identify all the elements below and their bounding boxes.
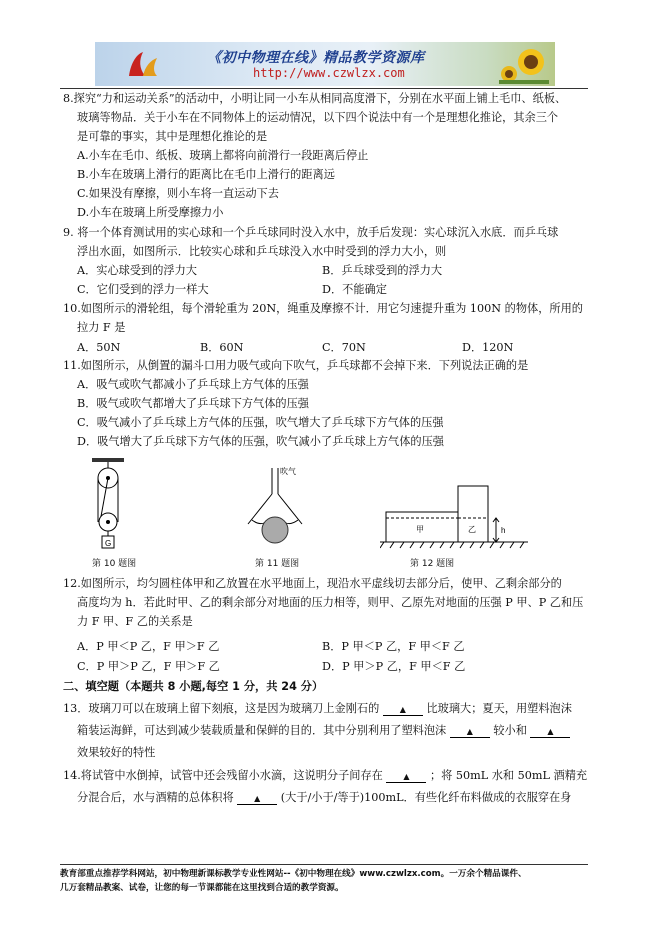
footer-line1: 教育部重点推荐学科网站，初中物理新课标教学专业性网站--《初中物理在线》www.czwlzx.com。一万余个精品课件、 — [60, 869, 527, 879]
q10-stem-line1: 10.如图所示的滑轮组，每个滑轮重为 20N，绳重及摩擦不计．用它匀速提升重为 100N 的物体，所用的 — [63, 302, 583, 315]
q8-option-c: C.如果没有摩擦，则小车将一直运动下去 — [77, 187, 279, 200]
q8-stem-line3: 是可靠的事实，其中是理想化推论的是 — [77, 130, 268, 143]
q12-option-c: C．P 甲＞P 乙，F 甲＞F 乙 — [77, 660, 220, 673]
q14-blank-1[interactable]: ▲ — [386, 772, 426, 783]
footer-rule — [60, 864, 588, 865]
q13-text-b: 比玻璃大；夏天，用塑料泡沫 — [426, 702, 572, 715]
q12-option-d: D．P 甲＞P 乙，F 甲＜F 乙 — [322, 660, 466, 673]
q14-text-a: 14.将试管中水倒掉，试管中还会残留小水滴，这说明分子间存在 — [63, 769, 383, 782]
fig12-cylinders-diagram — [380, 484, 540, 550]
fig12-label-h: h — [501, 526, 506, 535]
banner-url[interactable]: http://www.czwlzx.com — [253, 66, 405, 80]
fig12-label-yi: 乙 — [468, 525, 476, 534]
q11-option-b: B．吸气或吹气都增大了乒乓球下方气体的压强 — [77, 397, 309, 410]
q10-option-b: B．60N — [200, 341, 244, 354]
q13-blank-3[interactable]: ▲ — [530, 727, 570, 738]
q8-stem-line1: 8.探究“力和运动关系”的活动中，小明让同一小车从相同高度滑下，分别在水平面上铺上毛巾、纸板、 — [63, 92, 567, 105]
q14-text-d: (大于/小于/等于)100mL．有些化纤布料做成的衣服穿在身 — [280, 791, 572, 804]
banner-title: 《初中物理在线》精品教学资源库 — [207, 50, 425, 66]
q11-option-d: D．吸气增大了乒乓球下方气体的压强，吹气减小了乒乓球上方气体的压强 — [77, 435, 444, 448]
q13-line2 — [77, 722, 570, 740]
q9-stem-line2: 浮出水面，如图所示．比较实心球和乒乓球没入水中时受到的浮力大小，则 — [77, 245, 447, 258]
fig10-pulley-diagram — [88, 456, 128, 552]
q12-stem-line1: 12.如图所示，均匀圆柱体甲和乙放置在水平地面上，现沿水平虚线切去部分后，使甲、乙剩余部分的 — [63, 577, 562, 590]
fig10-weight-label: G — [105, 539, 112, 548]
q8-stem-line2: 玻璃等物品．关于小车在不同物体上的运动情况，以下四个说法中有一个是理想化推论，其余三个 — [77, 111, 559, 124]
q13-text-c: 箱装运海鲜，可达到减少装载质量和保鲜的目的．其中分别利用了塑料泡沫 — [77, 724, 447, 737]
q9-option-c: C．它们受到的浮力一样大 — [77, 283, 209, 296]
q14-text-c: 分混合后，水与酒精的总体积将 — [77, 791, 234, 804]
q9-stem-line1: 9. 将一个体育测试用的实心球和一个乒乓球同时没入水中，放手后发现：实心球沉入水底．而乒乓球 — [63, 226, 559, 239]
q14-text-b: ；将 50mL 水和 50mL 酒精充 — [429, 769, 588, 782]
q8-option-b: B.小车在玻璃上滑行的距离比在毛巾上滑行的距离远 — [77, 168, 335, 181]
fig11-blow-label: 吹气 — [280, 467, 296, 476]
q13-text-a: 13．玻璃刀可以在玻璃上留下刻痕，这是因为玻璃刀上金刚石的 — [63, 702, 380, 715]
q10-option-c: C．70N — [322, 341, 366, 354]
header-rule — [60, 88, 588, 89]
q13-line3: 效果较好的特性 — [77, 746, 156, 759]
q10-stem-line2: 拉力 F 是 — [77, 321, 126, 334]
q10-option-d: D．120N — [462, 341, 514, 354]
fig10-caption: 第 10 题图 — [92, 559, 137, 569]
q9-option-d: D．不能确定 — [322, 283, 387, 296]
q13-line1 — [63, 700, 572, 718]
q8-option-d: D.小车在玻璃上所受摩擦力小 — [77, 206, 224, 219]
fig11-funnel-diagram — [240, 462, 320, 552]
header-banner — [95, 42, 555, 86]
q9-option-a: A．实心球受到的浮力大 — [77, 264, 197, 277]
fig11-caption: 第 11 题图 — [255, 559, 300, 569]
section-fill-in-title: 二、填空题（本题共 8 小题,每空 1 分，共 24 分） — [63, 680, 324, 693]
q12-option-b: B．P 甲＜P 乙，F 甲＜F 乙 — [322, 640, 465, 653]
q12-option-a: A．P 甲＜P 乙，F 甲＞F 乙 — [77, 640, 220, 653]
q10-option-a: A．50N — [77, 341, 121, 354]
q14-line1 — [63, 767, 587, 785]
footer-line2: 几万套精品教案、试卷，让您的每一节课都能在这里找到合适的教学资源。 — [60, 883, 344, 893]
fig12-label-jia: 甲 — [416, 525, 424, 534]
site-logo-icon — [125, 48, 161, 80]
q11-option-a: A．吸气或吹气都减小了乒乓球上方气体的压强 — [77, 378, 309, 391]
q11-stem-line1: 11.如图所示，从倒置的漏斗口用力吸气或向下吹气，乒乓球都不会掉下来．下列说法正确的是 — [63, 359, 529, 372]
q9-option-b: B．乒乓球受到的浮力大 — [322, 264, 443, 277]
fig12-caption: 第 12 题图 — [410, 559, 455, 569]
q14-blank-2[interactable]: ▲ — [237, 794, 277, 805]
q13-text-d: 较小和 — [493, 724, 527, 737]
q12-stem-line2: 高度均为 h．若此时甲、乙的剩余部分对地面的压力相等，则甲、乙原先对地面的压强 P 甲、P 乙和压 — [77, 596, 584, 609]
q12-stem-line3: 力 F 甲、F 乙的关系是 — [77, 615, 193, 628]
q14-line2 — [77, 789, 571, 807]
sunflower-icon — [499, 44, 549, 84]
q13-blank-2[interactable]: ▲ — [450, 727, 490, 738]
q11-option-c: C．吸气减小了乒乓球上方气体的压强，吹气增大了乒乓球下方气体的压强 — [77, 416, 444, 429]
q13-blank-1[interactable]: ▲ — [383, 705, 423, 716]
q8-option-a: A.小车在毛巾、纸板、玻璃上都将向前滑行一段距离后停止 — [77, 149, 369, 162]
